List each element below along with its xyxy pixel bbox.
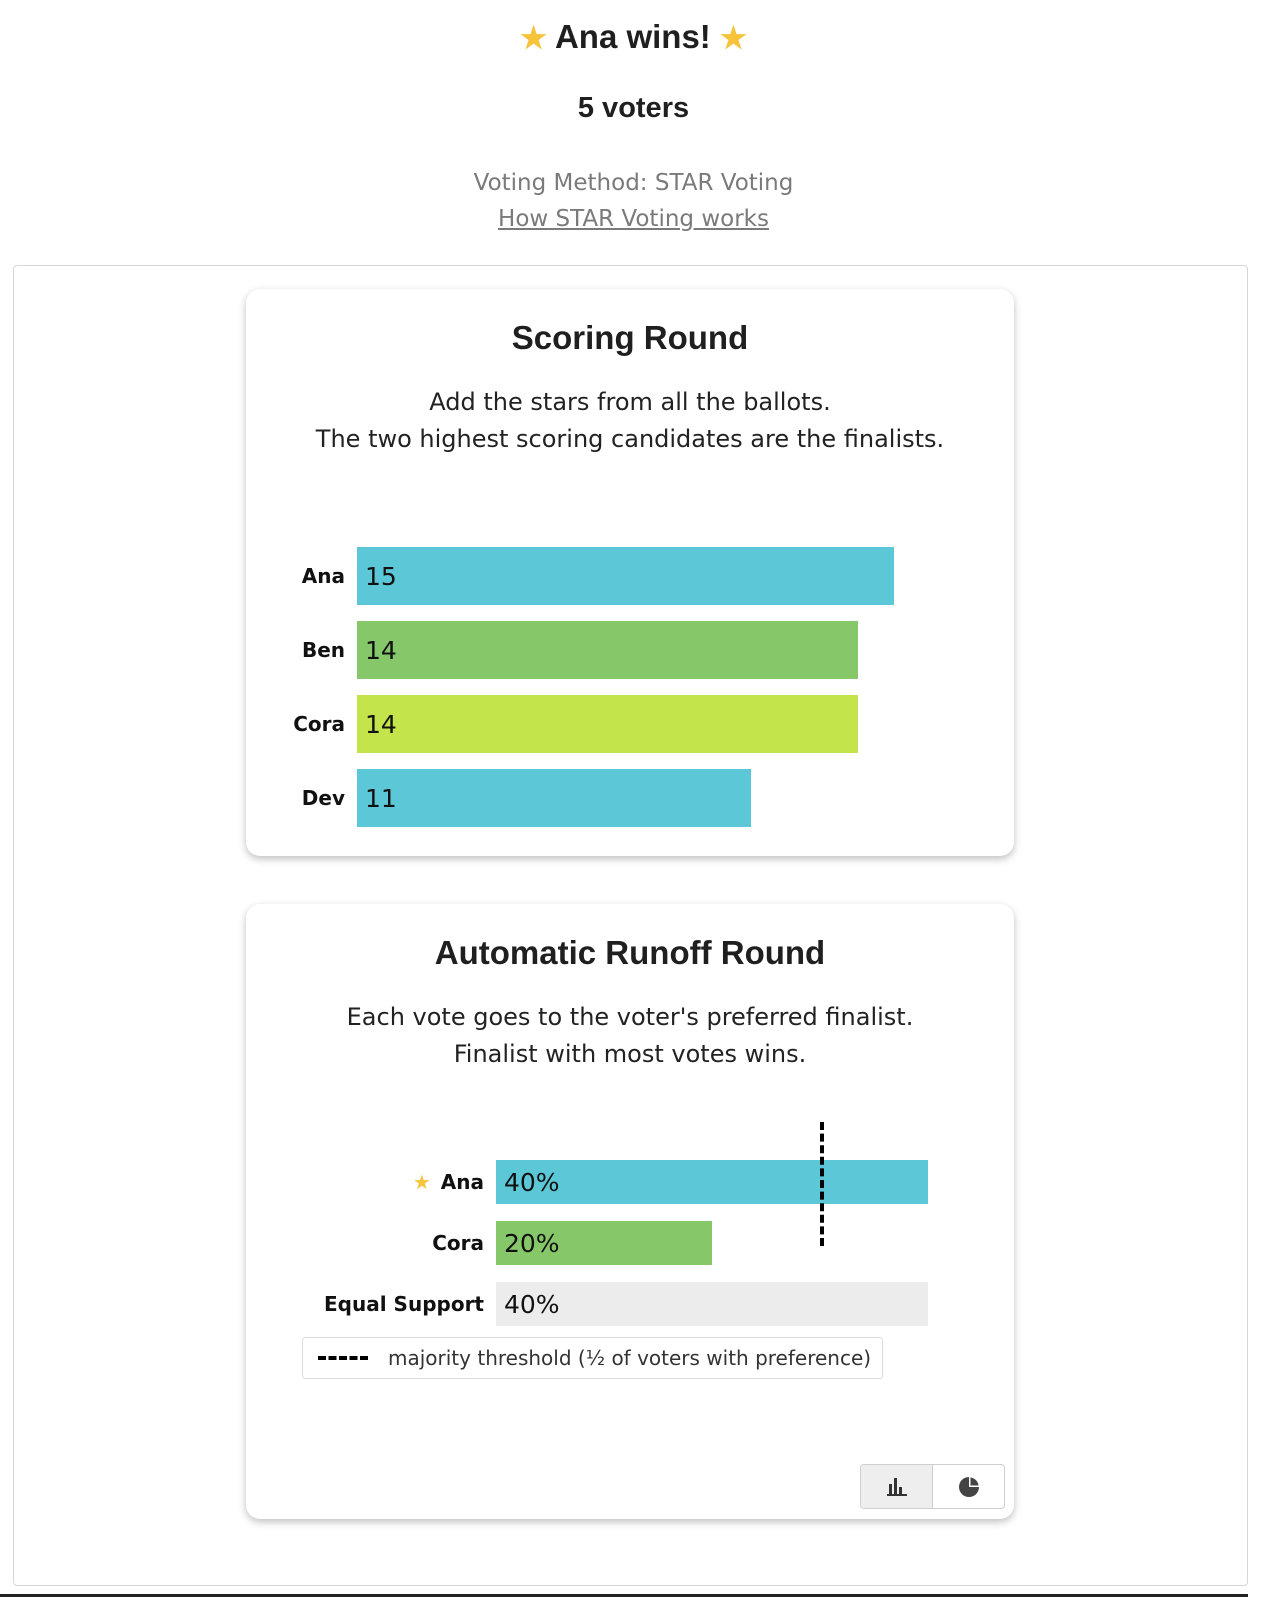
bar-value-label: 40% <box>504 1167 560 1197</box>
bar-chart-view-button[interactable] <box>861 1465 933 1508</box>
bar <box>496 1160 928 1204</box>
bar-label <box>246 1221 484 1265</box>
star-icon: ★ <box>719 22 747 55</box>
legend-label: majority threshold (½ of voters with preference) <box>388 1346 872 1370</box>
bar-value-label: 14 <box>365 709 397 739</box>
bar-label-text: Cora <box>293 712 345 736</box>
bar-label <box>246 547 345 605</box>
scoring-desc-line2: The two highest scoring candidates are the finalists. <box>315 425 945 453</box>
bar-value-label: 15 <box>365 561 397 591</box>
bar <box>496 1282 928 1326</box>
runoff-round-description <box>246 999 1014 1073</box>
how-star-voting-link-row <box>0 206 1267 232</box>
runoff-round-title: Automatic Runoff Round <box>434 934 826 971</box>
voting-method: Voting Method: STAR Voting <box>473 170 794 196</box>
bar-label-text: Ana <box>301 564 345 588</box>
bar-label-text: Dev <box>301 786 345 810</box>
how-star-voting-link[interactable]: How STAR Voting works <box>498 206 769 232</box>
bar <box>357 621 858 679</box>
bar-value-label: 14 <box>365 635 397 665</box>
chart-legend <box>302 1337 883 1379</box>
scoring-round-card <box>246 289 1014 856</box>
bar-label <box>246 695 345 753</box>
bar-value-label: 20% <box>504 1228 560 1258</box>
bottom-divider <box>0 1594 1248 1597</box>
runoff-desc-line2: Finalist with most votes wins. <box>453 1040 807 1068</box>
scoring-desc-line1: Add the stars from all the ballots. <box>429 388 831 416</box>
bar <box>496 1221 712 1265</box>
bar-label-text: Ana <box>440 1170 484 1194</box>
bar-value-label: 40% <box>504 1289 560 1319</box>
bar <box>357 695 858 753</box>
bar-label-text: Ben <box>301 638 345 662</box>
star-icon: ★ <box>520 22 547 55</box>
winner-title <box>0 18 1267 56</box>
bar-label <box>246 621 345 679</box>
majority-threshold-line <box>820 1122 824 1246</box>
bar-value-label: 11 <box>365 783 397 813</box>
voter-count: 5 voters <box>577 92 690 124</box>
bar-label-text: Cora <box>432 1231 484 1255</box>
chart-view-toggle <box>860 1464 1005 1509</box>
bar <box>357 769 751 827</box>
bar-chart-icon <box>887 1478 907 1496</box>
dashed-line-icon <box>318 1356 368 1360</box>
bar <box>357 547 894 605</box>
runoff-desc-line1: Each vote goes to the voter's preferred finalist. <box>346 1003 914 1031</box>
runoff-round-card <box>246 904 1014 1519</box>
bar-label <box>246 1160 484 1204</box>
bar-label-text: Equal Support <box>324 1292 484 1316</box>
winner-star-icon: ★ <box>412 1170 431 1194</box>
scoring-round-title: Scoring Round <box>511 319 749 356</box>
winner-title-text: Ana wins! <box>554 18 711 55</box>
bar-label <box>246 769 345 827</box>
pie-chart-icon <box>958 1476 980 1498</box>
bar-label <box>246 1282 484 1326</box>
pie-chart-view-button[interactable] <box>933 1465 1004 1508</box>
scoring-round-description <box>246 384 1014 458</box>
